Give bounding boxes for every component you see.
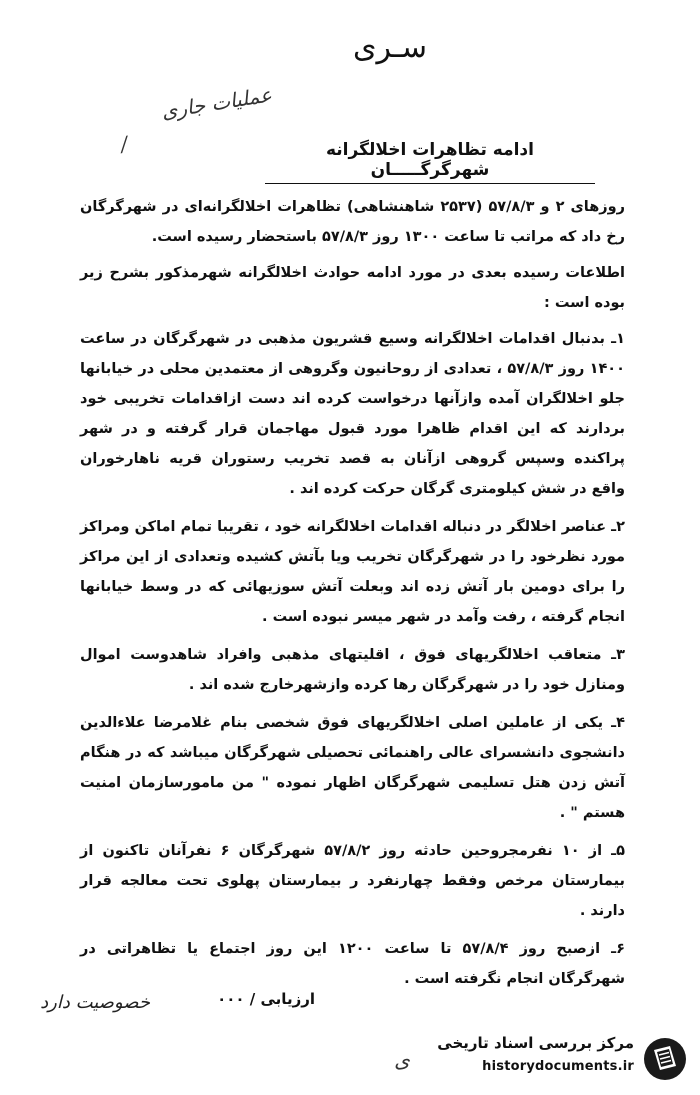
paragraph-item-3: ۳ـ متعاقب اخلالگریهای فوق ، اقلیتهای مذهبی وافراد شاهدوست اموال ومنازل خود را در شهرگرگان رها کرده وازشهرخارج شده اند . — [80, 647, 625, 693]
watermark-name: مرکز بررسی اسناد تاریخی — [437, 1034, 634, 1052]
watermark-url: historydocuments.ir — [482, 1059, 634, 1074]
paragraph-item-6: ۶ـ ازصبح روز ۵۷/۸/۴ تا ساعت ۱۲۰۰ این روز اجتماع یا تظاهراتی در شهرگرگان انجام نگرفته است . — [80, 941, 625, 987]
watermark — [430, 1032, 692, 1086]
handwritten-note — [43, 82, 278, 167]
handwritten-note-line1: عملیات جاری — [159, 82, 274, 124]
paragraph-intro: روزهای ۲ و ۵۷/۸/۳ (۲۵۳۷ شاهنشاهی) تظاهرات اخلالگرانه‌ای در شهرگرگان رخ داد که مراتب تا ساعت ۱۳۰۰ روز ۵۷/۸/۳ باستحضار رسیده است. — [80, 199, 625, 245]
handwritten-note-line2: / — [118, 131, 130, 157]
document-center-logo-icon — [642, 1036, 688, 1082]
paragraph-reports: اطلاعات رسیده بعدی در مورد ادامه حوادث اخلالگرانه شهرمذکور بشرح زیر بوده است : — [80, 265, 625, 311]
assessment-handwritten: خصوصیت دارد — [40, 992, 150, 1013]
document-title: ادامه تظاهرات اخلالگرانه شهرگرگـــــان — [265, 140, 595, 184]
paragraph-item-5: ۵ـ از ۱۰ نفرمجروحین حادثه روز ۵۷/۸/۲ شهرگرگان ۶ نفرآنان تاکنون از بیمارستان مرخص وفقط چهارنفرد ر بیمارستان پهلوی تحت معالجه قرار دارند . — [80, 843, 625, 919]
paragraph-item-1: ۱ـ بدنبال اقدامات اخلالگرانه وسیع قشریون مذهبی در شهرگرگان در ساعت ۱۴۰۰ روز ۵۷/۸/۳ ، تعدادی از روحانیون وگروهی از معتمدین محلی در خیابانها جلو اخلالگران آمده وازآنها درخواست کرده اند دست ازاقدامات تخریبی خود بردارند که این اقدام ظاهرا مورد قبول مهاجمان قرار گرفته و در شهر پراکنده وسپس گروهی ازآنان به قصد تخریب رستوران قریه ناهارخوران واقع در شش کیلومتری گرگان حرکت کرده اند . — [80, 331, 625, 497]
paragraph-item-4: ۴ـ یکی از عاملین اصلی اخلالگریهای فوق شخصی بنام غلامرضا علاءالدین دانشجوی دانشسرای عالی راهنمائی تحصیلی شهرگرگان میباشد که در هنگام آتش زدن هتل تسلیمی شهرگرگان اظهار نموده " من مامورسازمان امنیت هستم " . — [80, 715, 625, 821]
classification-mark: سـری — [353, 30, 427, 65]
document-body — [80, 192, 625, 1002]
assessment-label: ارزیابی / ۰۰۰ — [217, 990, 315, 1008]
paragraph-item-2: ۲ـ عناصر اخلالگر در دنباله اقدامات اخلالگرانه خود ، تقریبا تمام اماکن ومراکز مورد نظرخود را در شهرگرگان تخریب ویا بآتش کشیده وتعدادی از این مراکز را برای دومین بار آتش زده اند وبعلت آتش سوزیهائی که در وسط خیابانها انجام گرفته ، رفت وآمد در شهر میسر نبوده است . — [80, 519, 625, 625]
handwritten-signature: ی — [394, 1048, 410, 1072]
